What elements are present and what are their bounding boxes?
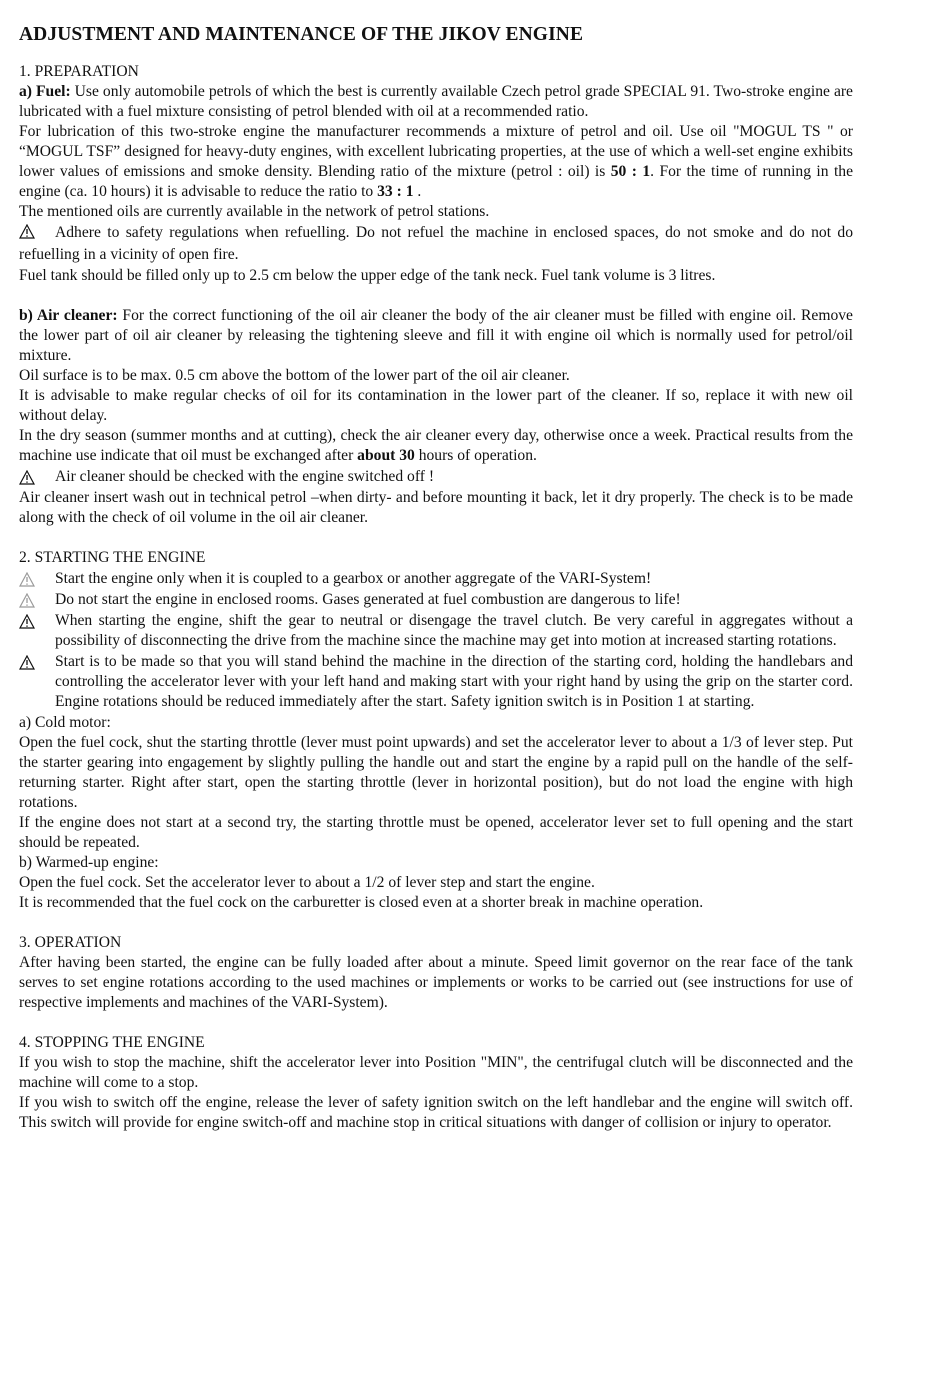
warning-triangle-icon bbox=[19, 611, 55, 631]
paragraph-air-cleaner: b) Air cleaner: For the correct functioning of the oil air cleaner the body of the air cleaner must be filled with engine oil. Remove the lower part of oil air cleaner by releasing the tightening sleeve and fill it with engine oil which is normally used for petrol/oil mixture. bbox=[19, 307, 853, 364]
warning-enclosed-rooms: Do not start the engine in enclosed rooms. Gases generated at fuel combustion are dangerous to life! bbox=[19, 590, 853, 610]
paragraph-oils: The mentioned oils are currently available in the network of petrol stations. bbox=[19, 203, 490, 220]
paragraph-switch-off: If you wish to switch off the engine, release the lever of safety ignition switch on the left handlebar and the engine will switch off. This switch will provide for engine switch-off and machine stop in critical situations with danger of collision or injury to operator. bbox=[19, 1094, 853, 1131]
document-page bbox=[19, 22, 853, 1133]
paragraph-retry: If the engine does not start at a second try, the starting throttle must be opened, accelerator lever set to full opening and the start should be repeated. bbox=[19, 814, 853, 851]
paragraph-warm-engine: Open the fuel cock. Set the accelerator lever to about a 1/2 of lever step and start the engine. bbox=[19, 874, 595, 891]
fuel-label: a) Fuel: bbox=[19, 83, 71, 100]
paragraph-oil-surface: Oil surface is to be max. 0.5 cm above the bottom of the lower part of the oil air cleaner. bbox=[19, 367, 570, 384]
paragraph-operation: After having been started, the engine can be fully loaded after about a minute. Speed limit governor on the rear face of the tank serves to set engine rotations according to the used machines or implements or works to be carried out (see instructions for use of respective implements and machines of the VARI-System). bbox=[19, 954, 853, 1011]
warning-start-position: Start is to be made so that you will stand behind the machine in the direction of the starting cord, holding the handlebars and controlling the accelerator lever with your left hand and making start with your right hand by using the grip on the starter cord. Engine rotations should be reduced immediately after the start. Safety ignition switch is in Position 1 at starting. bbox=[19, 652, 853, 712]
document-title: ADJUSTMENT AND MAINTENANCE OF THE JIKOV ENGINE bbox=[19, 24, 584, 45]
air-cleaner-label: b) Air cleaner: bbox=[19, 307, 118, 324]
section-heading: 2. STARTING THE ENGINE bbox=[19, 549, 206, 566]
warning-triangle-icon bbox=[19, 224, 55, 245]
paragraph-lubrication: For lubrication of this two-stroke engine the manufacturer recommends a mixture of petrol and oil. Use oil "MOGUL TS " or “MOGUL TSF” designed for heavy-duty engines, with excellent lubricating properties, at the use of which a well-set engine exhibits lower values of emissions and smoke density. Blending ratio of the mixture (petrol : oil) is 50 : 1. For the time of running in the engine (ca. 10 hours) it is advisable to reduce the ratio to 33 : 1 . bbox=[19, 123, 853, 200]
section-heading: 4. STOPPING THE ENGINE bbox=[19, 1034, 205, 1051]
warning-triangle-icon bbox=[19, 590, 55, 610]
warning-coupled: Start the engine only when it is coupled to a gearbox or another aggregate of the VARI-System! bbox=[19, 569, 853, 589]
warning-refuelling: Adhere to safety regulations when refuelling. Do not refuel the machine in enclosed spaces, do not smoke and do not do refuelling in a vicinity of open fire. bbox=[19, 224, 853, 263]
warning-neutral-gear: When starting the engine, shift the gear to neutral or disengage the travel clutch. Be very careful in aggregates without a possibility of disconnecting the drive from the machine since the machine may get into motion at increased starting rotations. bbox=[19, 611, 853, 651]
paragraph-stop-machine: If you wish to stop the machine, shift the accelerator lever into Position "MIN", the centrifugal clutch will be disconnected and the machine will come to a stop. bbox=[19, 1054, 853, 1091]
section-preparation bbox=[19, 62, 853, 528]
paragraph-insert: Air cleaner insert wash out in technical petrol –when dirty- and before mounting it back, let it dry properly. The check is to be made along with the check of oil volume in the oil air cleaner. bbox=[19, 489, 853, 526]
section-starting bbox=[19, 548, 853, 913]
paragraph-tank: Fuel tank should be filled only up to 2.5 cm below the upper edge of the tank neck. Fuel tank volume is 3 litres. bbox=[19, 267, 716, 284]
section-stopping bbox=[19, 1033, 853, 1133]
warm-engine-label: b) Warmed-up engine: bbox=[19, 854, 159, 871]
paragraph-checks: It is advisable to make regular checks of oil for its contamination in the lower part of the cleaner. If so, replace it with new oil without delay. bbox=[19, 387, 853, 424]
paragraph-dry-season: In the dry season (summer months and at cutting), check the air cleaner every day, otherwise once a week. Practical results from the machine use indicate that oil must be exchanged after about 30 hours of operation. bbox=[19, 427, 853, 464]
section-operation bbox=[19, 933, 853, 1013]
paragraph-recommend: It is recommended that the fuel cock on the carburetter is closed even at a shorter break in machine operation. bbox=[19, 894, 704, 911]
section-heading: 3. OPERATION bbox=[19, 934, 122, 951]
warning-triangle-icon bbox=[19, 467, 55, 487]
section-heading: 1. PREPARATION bbox=[19, 63, 139, 80]
paragraph-fuel: a) Fuel: Use only automobile petrols of which the best is currently available Czech petrol grade SPECIAL 91. Two-stroke engine are lubricated with a fuel mixture consisting of petrol blended with oil at a recommended ratio. bbox=[19, 83, 853, 120]
paragraph-cold-motor: Open the fuel cock, shut the starting throttle (lever must point upwards) and set the accelerator lever to about a 1/3 of lever step. Put the starter gearing into engagement by slightly pulling the handle out and start the engine by a rapid pull on the handle of the self-returning starter. Right after start, open the starting throttle (lever in horizontal position), but do not load the engine with high rotations. bbox=[19, 734, 853, 811]
warning-triangle-icon bbox=[19, 652, 55, 672]
warning-triangle-icon bbox=[19, 569, 55, 589]
warning-air-cleaner: Air cleaner should be checked with the engine switched off ! bbox=[19, 467, 853, 487]
cold-motor-label: a) Cold motor: bbox=[19, 714, 111, 731]
